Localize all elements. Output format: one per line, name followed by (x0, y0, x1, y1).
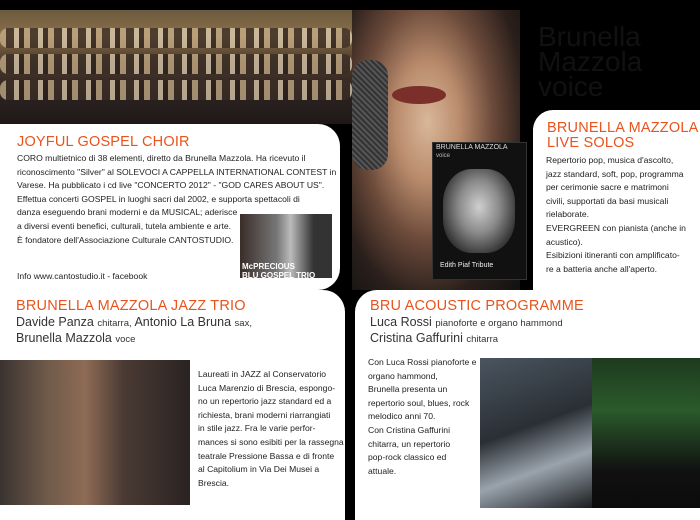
caption-line-2: BLU GOSPEL TRIO (242, 271, 316, 280)
acoustic-title: BRU ACOUSTIC PROGRAMME (370, 298, 584, 314)
member-instrument: sax, (234, 318, 252, 329)
member-name: Davide Panza (16, 315, 94, 329)
cd-cover (432, 142, 527, 280)
live-line: civili, supportati da basi musicali (546, 195, 669, 206)
acoustic-line: melodico anni 70. (368, 411, 436, 422)
header-line-3: voice (538, 71, 604, 102)
jazz-line: no un repertorio jazz standard ed a (198, 396, 332, 407)
gospel-line: CORO multietnico di 38 elementi, diretto da Brunella Mazzola. Ha ricevuto il (17, 153, 306, 163)
jazz-line: in stile jazz. Fra le varie perfor- (198, 423, 316, 434)
gospel-info: Info www.cantostudio.it - facebook (17, 271, 148, 281)
jazz-line: Laureati in JAZZ al Conservatorio (198, 369, 327, 379)
live-line: Repertorio pop, musica d'ascolto, (546, 155, 674, 165)
member-instrument: chitarra, (97, 318, 132, 329)
gospel-line: Effettua concerti GOSPEL in luoghi sacri dal 2002, e supporta spettacoli di (17, 193, 300, 204)
member-name: Brunella Mazzola (16, 331, 112, 345)
header-line-1: Brunella (538, 21, 641, 52)
acoustic-line: repertorio soul, blues, rock (368, 397, 470, 408)
live-line: per cerimonie sacre e matrimoni (546, 182, 669, 193)
acoustic-members (370, 315, 563, 347)
live-line: rielaborate. (546, 209, 589, 220)
live-title (547, 121, 698, 151)
microphone-image (352, 60, 388, 170)
gospel-trio-caption (242, 262, 315, 280)
jazz-line: Brescia. (198, 477, 230, 488)
jazz-line: Luca Marenzio di Brescia, espongo- (198, 382, 336, 393)
member-name: Cristina Gaffurini (370, 331, 463, 345)
live-line: EVERGREEN con pianista (anche in (546, 222, 686, 233)
gospel-line: a diversi eventi benefici, culturali, tutela ambiente e arte. (17, 220, 232, 231)
gospel-line: danza eseguendo brani moderni e da MUSICAL; aderisce (17, 207, 238, 218)
pianist-photo (480, 358, 592, 508)
acoustic-line: Con Cristina Gaffurini (368, 424, 450, 435)
jazz-line: mances si sono esibiti per la rassegna (198, 436, 344, 447)
jazz-line: al Capitolium in Via Dei Musei a (198, 464, 320, 475)
jazz-description (198, 368, 348, 490)
jazz-line: richiesta, brani moderni riarrangiati (198, 409, 331, 420)
caption-line-1: McPRECIOUS (242, 262, 295, 271)
acoustic-line: chitarra, un repertorio (368, 438, 451, 449)
live-description (546, 154, 696, 276)
acoustic-line: Brunella presenta un (368, 384, 448, 395)
acoustic-line: organo hammond, (368, 370, 438, 381)
gospel-line: È fondatore dell'Associazione Culturale CANTOSTUDIO. (17, 234, 234, 245)
jazz-title: BRUNELLA MAZZOLA JAZZ TRIO (16, 298, 246, 314)
member-instrument: pianoforte e organo hammond (435, 318, 563, 329)
gospel-title: JOYFUL GOSPEL CHOIR (17, 134, 190, 150)
jazz-trio-photo (0, 360, 190, 505)
jazz-line: teatrale Pressione Bassa e di fronte (198, 450, 335, 461)
live-line: acustico). (546, 236, 583, 247)
live-title-line-1: BRUNELLA MAZZOLA (547, 120, 699, 136)
member-instrument: voce (115, 334, 136, 345)
gospel-line: riconoscimento "Silver" al SOLEVOCI A CAPPELLA INTERNATIONAL CONTEST in (17, 166, 337, 177)
singer-lips-detail (392, 86, 446, 104)
guitarist-photo (592, 358, 700, 508)
acoustic-line: attuale. (368, 465, 397, 476)
acoustic-line: pop-rock classico ed (368, 452, 447, 463)
acoustic-description (368, 356, 480, 478)
cd-cover-face-image (443, 169, 515, 253)
gospel-line: Varese. Ha pubblicato i cd live "CONCERTO 2012" - "GOD CARES ABOUT US". (17, 180, 325, 191)
live-line: jazz standard, soft, pop, programma (546, 168, 684, 179)
member-name: Antonio La Bruna (134, 315, 232, 329)
cd-title: BRUNELLA MAZZOLA (436, 144, 508, 151)
cd-album-name: Edith Piaf Tribute (440, 262, 494, 269)
live-title-line-2: LIVE SOLOS (547, 135, 635, 151)
cd-subtitle: voice (436, 153, 451, 159)
member-name: Luca Rossi (370, 315, 432, 329)
live-line: re a batteria anche all'aperto. (546, 263, 658, 274)
header-title (538, 21, 643, 102)
live-line: Esibizioni itineranti con amplificato- (546, 250, 680, 261)
jazz-members (16, 315, 252, 347)
gospel-choir-photo (0, 10, 352, 124)
member-instrument: chitarra (466, 334, 499, 345)
header-line-2: Mazzola (538, 46, 643, 77)
acoustic-line: Con Luca Rossi pianoforte e (368, 357, 477, 367)
